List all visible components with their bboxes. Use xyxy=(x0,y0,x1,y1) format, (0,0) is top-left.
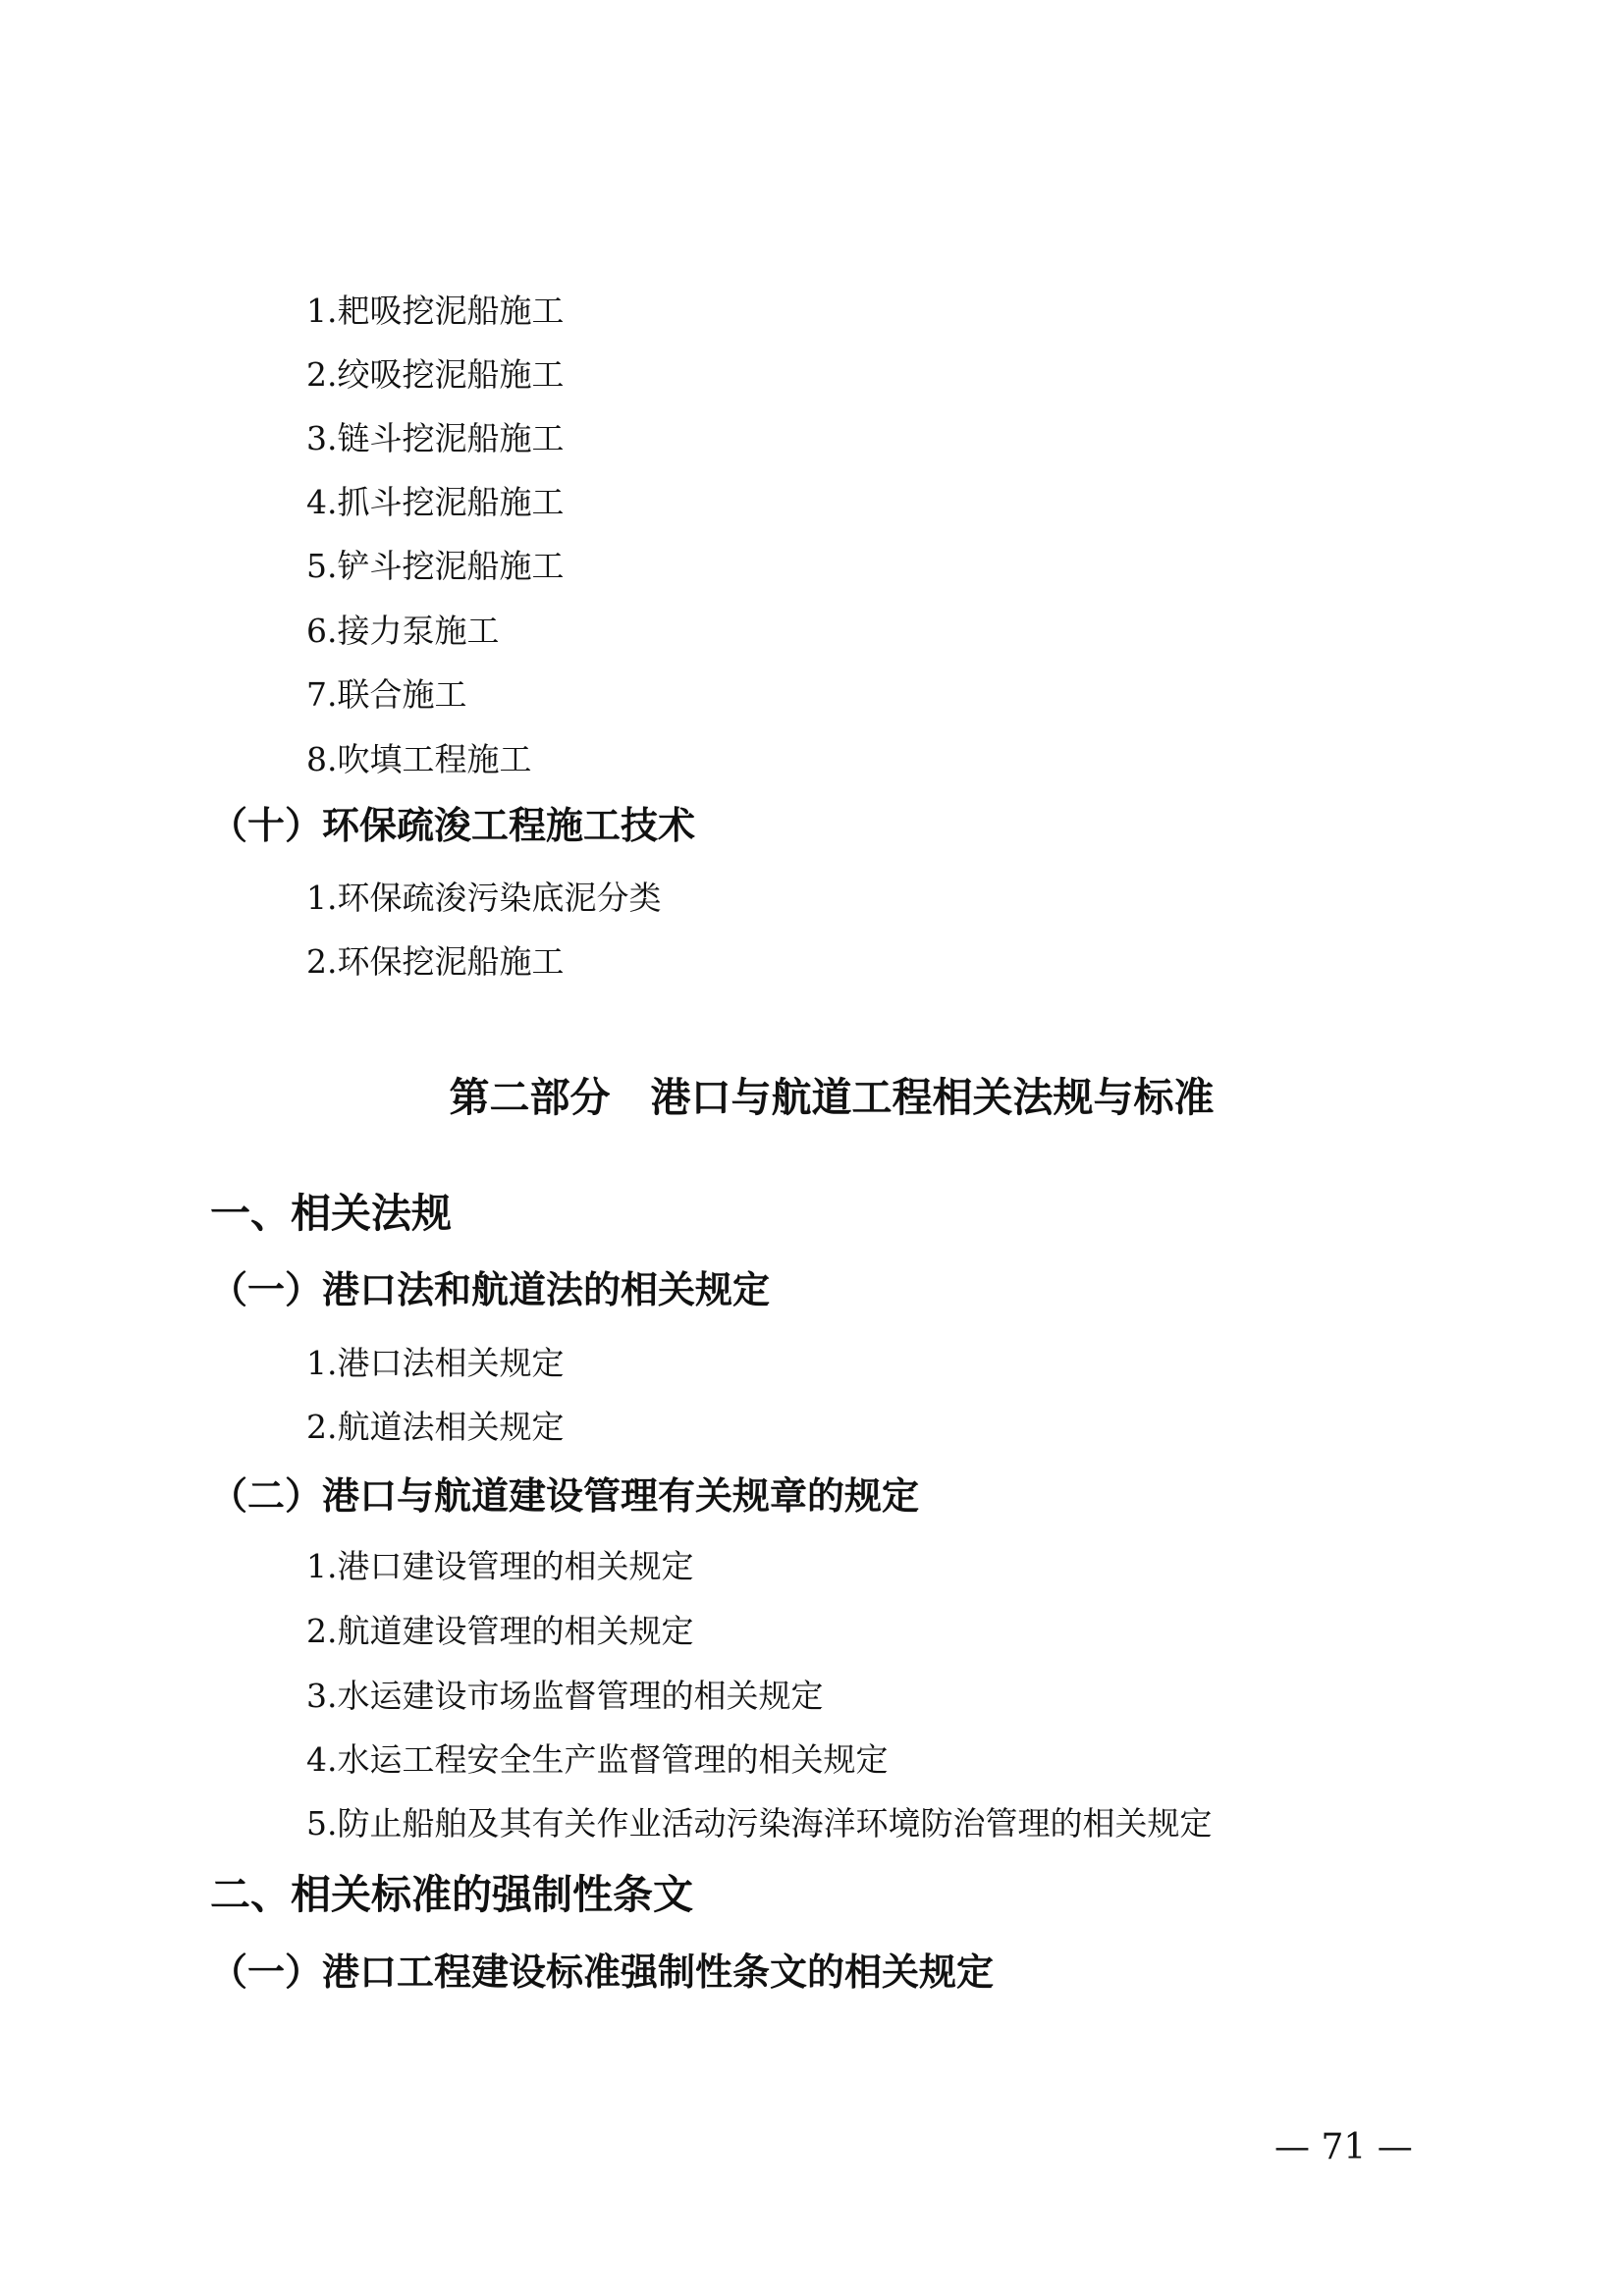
list-item: 1.环保疏浚污染底泥分类 xyxy=(306,879,662,917)
list-item: 2.航道法相关规定 xyxy=(306,1408,565,1446)
part-title: 第二部分 港口与航道工程相关法规与标准 xyxy=(449,1074,1215,1121)
list-item: 6.接力泵施工 xyxy=(306,612,500,650)
page-number: — 71 — xyxy=(1274,2127,1413,2167)
list-item: 8.吹填工程施工 xyxy=(306,740,532,778)
list-item: 5.铲斗挖泥船施工 xyxy=(306,547,565,585)
subsection-heading: （二）港口与航道建设管理有关规章的规定 xyxy=(210,1474,920,1518)
subsection-heading: （十）环保疏浚工程施工技术 xyxy=(210,804,696,847)
list-item: 1.耙吸挖泥船施工 xyxy=(306,292,565,330)
list-item: 1.港口建设管理的相关规定 xyxy=(306,1547,694,1585)
list-item: 4.抓斗挖泥船施工 xyxy=(306,483,565,521)
list-item: 4.水运工程安全生产监督管理的相关规定 xyxy=(306,1740,889,1779)
list-item: 5.防止船舶及其有关作业活动污染海洋环境防治管理的相关规定 xyxy=(306,1804,1213,1842)
subsection-heading: （一）港口工程建设标准强制性条文的相关规定 xyxy=(210,1950,995,1994)
list-item: 2.绞吸挖泥船施工 xyxy=(306,355,565,394)
list-item: 2.航道建设管理的相关规定 xyxy=(306,1612,694,1650)
list-item: 3.水运建设市场监督管理的相关规定 xyxy=(306,1677,824,1715)
list-item: 1.港口法相关规定 xyxy=(306,1344,565,1382)
chapter-heading: 一、相关法规 xyxy=(210,1190,452,1237)
list-item: 2.环保挖泥船施工 xyxy=(306,942,565,981)
subsection-heading: （一）港口法和航道法的相关规定 xyxy=(210,1268,771,1311)
list-item: 7.联合施工 xyxy=(306,675,467,714)
chapter-heading: 二、相关标准的强制性条文 xyxy=(210,1871,693,1918)
list-item: 3.链斗挖泥船施工 xyxy=(306,419,565,457)
